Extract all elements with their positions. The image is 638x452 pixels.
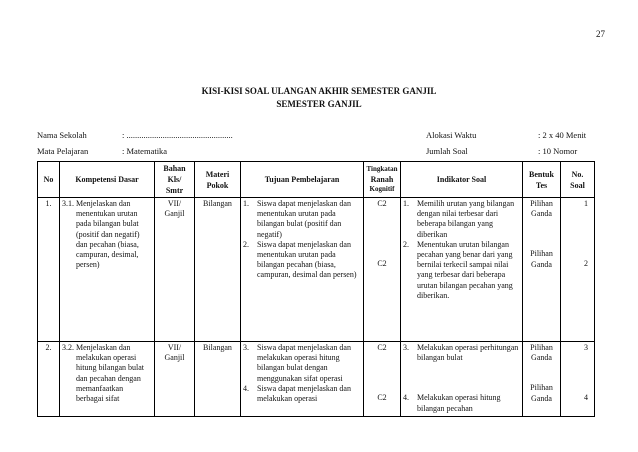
nama-sekolah-label: Nama Sekolah	[37, 130, 87, 140]
page-number: 27	[596, 29, 605, 39]
row-bentuk-tes	[523, 198, 561, 342]
table-row	[38, 342, 595, 417]
document-subtitle: SEMESTER GANJIL	[276, 99, 362, 109]
tujuan-text: Siswa dapat menjelaskan dan menentukan urutan pada bilangan bulat (positif dan negatif)	[257, 199, 351, 239]
row-ranah	[364, 198, 401, 342]
bentuk-line2: Ganda	[531, 393, 552, 403]
indikator-number: 3.	[403, 343, 409, 352]
header-bentuk-line2: Tes	[535, 180, 548, 190]
ranah-value: C2	[377, 199, 387, 208]
row-kelas	[155, 198, 195, 342]
row-no-soal	[561, 198, 595, 342]
row-materi: Bilangan	[195, 342, 241, 417]
alokasi-waktu-value: : 2 x 40 Menit	[538, 130, 587, 140]
bentuk-line1: Pilihan	[530, 199, 553, 208]
header-nosoal-line2: Soal	[570, 180, 585, 190]
header-indikator-soal: Indikator Soal	[401, 162, 523, 198]
bentuk-line1: Pilihan	[530, 383, 553, 393]
ranah-value: C2	[377, 343, 387, 352]
nosoal-value: 2	[584, 259, 588, 269]
header-ranah-line1: Tingkatan	[366, 165, 398, 173]
header-no: No	[38, 162, 60, 198]
header-materi-line1: Materi	[205, 169, 230, 179]
jumlah-soal-label: Jumlah Soal	[426, 146, 468, 156]
indikator-text: Menentukan urutan bilangan pecahan yang benar dari yang bernilai terkecil sampai nilai yang terbesar dari beberapa urutan bilangan pecahan yang diberikan.	[417, 239, 513, 300]
nosoal-value: 3	[584, 343, 588, 352]
kelas-line2: Ganjil	[164, 209, 185, 219]
kd-text: Menjelaskan dan menentukan urutan pada bilangan bulat (positif dan negatif) dan pecahan (biasa, campuran, desimal, persen)	[76, 199, 140, 270]
header-ranah-kognitif	[364, 162, 401, 198]
mata-pelajaran-value: : Matematika	[122, 146, 168, 156]
bentuk-line2: Ganda	[531, 209, 552, 219]
row-indikator	[401, 198, 523, 342]
header-bentuk-tes	[523, 162, 561, 198]
tujuan-text: Siswa dapat menjelaskan dan menentukan urutan pada bilangan pecahan (biasa, campuran, desimal dan persen)	[257, 239, 357, 280]
kelas-line1: VII/	[167, 199, 182, 208]
indikator-number: 4.	[403, 393, 409, 403]
alokasi-waktu-label: Alokasi Waktu	[426, 130, 477, 140]
row-materi: Bilangan	[195, 198, 241, 342]
nama-sekolah-value: : ..................................................	[122, 130, 233, 140]
indikator-number: 1.	[403, 199, 409, 208]
row-tujuan	[241, 342, 364, 417]
row-no-soal	[561, 342, 595, 417]
kd-number: 3.2.	[62, 343, 74, 352]
row-bentuk-tes	[523, 342, 561, 417]
row-ranah	[364, 342, 401, 417]
document-title: KISI-KISI SOAL ULANGAN AKHIR SEMESTER GANJIL	[201, 86, 437, 96]
kd-text: Menjelaskan dan melakukan operasi hitung bilangan bulat dan pecahan dengan memanfaatkan berbagai sifat	[76, 343, 144, 404]
bentuk-line1: Pilihan	[530, 249, 553, 259]
bentuk-line1: Pilihan	[530, 343, 553, 352]
jumlah-soal-value: : 10 Nomor	[538, 146, 578, 156]
nosoal-value: 4	[584, 393, 588, 403]
indikator-text: Memilih urutan yang bilangan dengan nilai terbesar dari beberapa bilangan yang diberikan	[417, 199, 515, 239]
bentuk-line2: Ganda	[531, 259, 552, 269]
header-no-soal	[561, 162, 595, 198]
tujuan-number: 1.	[243, 199, 249, 208]
tujuan-number: 2.	[243, 239, 249, 249]
header-materi-line2: Pokok	[206, 180, 229, 190]
nosoal-value: 1	[584, 199, 588, 208]
tujuan-number: 4.	[243, 383, 249, 393]
mata-pelajaran-label: Mata Pelajaran	[37, 146, 89, 156]
kelas-line2: Ganjil	[164, 353, 185, 363]
row-no: 2.	[38, 342, 60, 417]
header-bahan-line2: Kls/	[167, 175, 182, 184]
indikator-number: 2.	[403, 239, 409, 249]
row-kompetensi-dasar	[60, 198, 155, 342]
ranah-value: C2	[377, 393, 387, 403]
row-kompetensi-dasar	[60, 342, 155, 417]
indikator-text: Melakukan operasi perhitungan bilangan bulat	[417, 343, 519, 363]
header-tujuan-pembelajaran: Tujuan Pembelajaran	[241, 162, 364, 198]
header-kompetensi-dasar: Kompetensi Dasar	[60, 162, 155, 198]
row-indikator	[401, 342, 523, 417]
header-materi-pokok	[195, 162, 241, 198]
header-bahan-line1: Bahan	[163, 164, 186, 173]
header-bahan-kelas	[155, 162, 195, 198]
indikator-text: Melakukan operasi hitung bilangan pecahan	[417, 393, 501, 413]
row-tujuan	[241, 198, 364, 342]
tujuan-text: Siswa dapat menjelaskan dan melakukan operasi hitung bilangan bulat dengan menggunakan sifat operasi	[257, 343, 351, 383]
kd-number: 3.1.	[62, 199, 74, 208]
header-ranah-line3: Kognitif	[369, 185, 395, 193]
header-nosoal-line1: No.	[571, 169, 584, 179]
kisi-kisi-table	[37, 161, 595, 417]
bentuk-line2: Ganda	[531, 353, 552, 363]
header-bahan-line3: Smtr	[165, 186, 184, 195]
table-row	[38, 198, 595, 342]
table-header-row	[38, 162, 595, 198]
header-ranah-line2: Ranah	[370, 175, 394, 184]
row-no: 1.	[38, 198, 60, 342]
row-kelas	[155, 342, 195, 417]
tujuan-text: Siswa dapat menjelaskan dan melakukan operasi	[257, 383, 351, 404]
tujuan-number: 3.	[243, 343, 249, 352]
header-bentuk-line1: Bentuk	[529, 169, 554, 179]
kelas-line1: VII/	[167, 343, 182, 352]
ranah-value: C2	[377, 259, 387, 269]
